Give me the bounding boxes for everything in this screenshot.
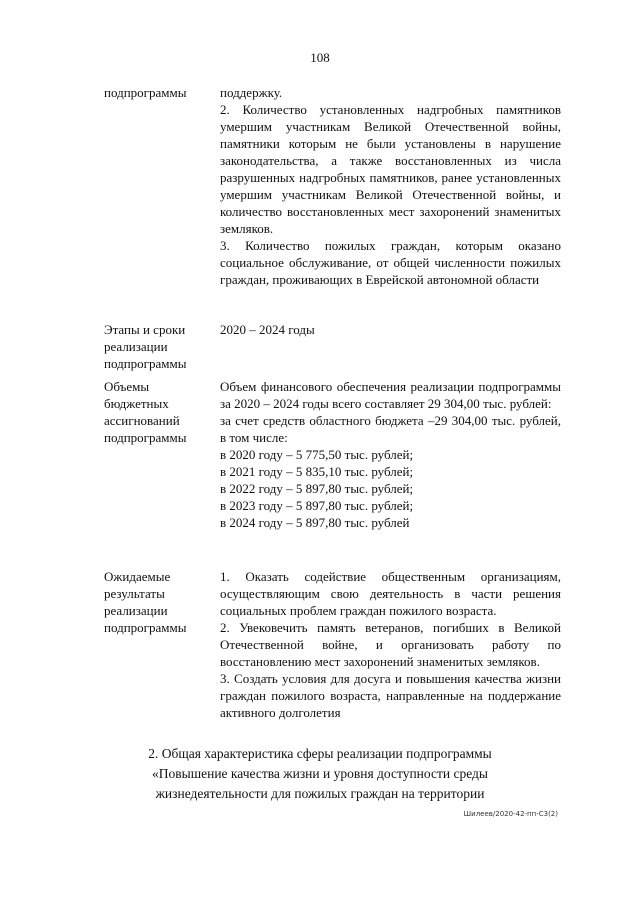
- content-paragraph: 1. Оказать содействие общественным организациям, осуществляющим свою деятельность в части решения социальных проблем граждан пожилого возраста.: [220, 569, 561, 618]
- content-paragraph: Объем финансового обеспечения реализации подпрограммы за 2020 – 2024 годы всего составляет 29 304,00 тыс. рублей:: [220, 379, 561, 411]
- content-paragraph: 3. Количество пожилых граждан, которым оказано социальное обслуживание, от общей численности пожилых граждан, проживающих в Еврейской автономной области: [220, 238, 561, 287]
- row-content: [220, 321, 561, 338]
- content-paragraph: за счет средств областного бюджета –29 304,00 тыс. рублей, в том числе:: [220, 413, 561, 445]
- section-heading-line: «Повышение качества жизни и уровня доступности среды: [152, 766, 488, 781]
- section-heading-line: жизнедеятельности для пожилых граждан на территории: [155, 786, 485, 801]
- row-label-line: подпрограммы: [104, 356, 187, 371]
- row-label-line: подпрограммы: [104, 85, 187, 100]
- row-label-line: бюджетных: [104, 396, 169, 411]
- content-paragraph: 2. Увековечить память ветеранов, погибших в Великой Отечественной войне, и организовать работу по восстановлению мест захоронений знаменитых земляков.: [220, 620, 561, 669]
- row-label-line: подпрограммы: [104, 620, 187, 635]
- page-number: 108: [310, 50, 330, 65]
- row-label: [104, 568, 214, 636]
- section-heading-line: 2. Общая характеристика сферы реализации подпрограммы: [148, 746, 492, 761]
- row-label-line: реализации: [104, 339, 168, 354]
- content-paragraph: в 2021 году – 5 835,10 тыс. рублей;: [220, 464, 414, 479]
- content-paragraph: 3. Создать условия для досуга и повышения качества жизни граждан пожилого возраста, направленные на поддержание активного долголетия: [220, 671, 561, 720]
- row-label-line: Объемы: [104, 379, 150, 394]
- content-paragraph: в 2020 году – 5 775,50 тыс. рублей;: [220, 447, 414, 462]
- row-label-line: ассигнований: [104, 413, 180, 428]
- content-paragraph: в 2023 году – 5 897,80 тыс. рублей;: [220, 498, 414, 513]
- row-label-line: реализации: [104, 603, 168, 618]
- row-label-line: результаты: [104, 586, 165, 601]
- row-label: [104, 84, 214, 101]
- document-code: Шилеев/2020-42-пп-С3(2): [463, 810, 558, 818]
- row-label-line: Этапы и сроки: [104, 322, 186, 337]
- content-paragraph: в 2022 году – 5 897,80 тыс. рублей;: [220, 481, 414, 496]
- row-label: [104, 321, 214, 372]
- row-content: [220, 568, 561, 721]
- content-paragraph: поддержку.: [220, 85, 283, 100]
- row-content: [220, 84, 561, 288]
- row-label-line: подпрограммы: [104, 430, 187, 445]
- row-content: [220, 378, 561, 531]
- section-heading: [0, 744, 640, 804]
- row-label: [104, 378, 214, 446]
- content-paragraph: 2020 – 2024 годы: [220, 322, 315, 337]
- content-paragraph: в 2024 году – 5 897,80 тыс. рублей: [220, 515, 410, 530]
- row-label-line: Ожидаемые: [104, 569, 171, 584]
- content-paragraph: 2. Количество установленных надгробных памятников умершим участникам Великой Отечественной войны, памятники которым не были установлены в нарушение законодательства, а также восстановленных из числа разрушенных надгробных памятников, ранее установленных умершим участникам Великой Отечественной войны, и количество восстановленных мест захоронений знаменитых земляков.: [220, 102, 561, 236]
